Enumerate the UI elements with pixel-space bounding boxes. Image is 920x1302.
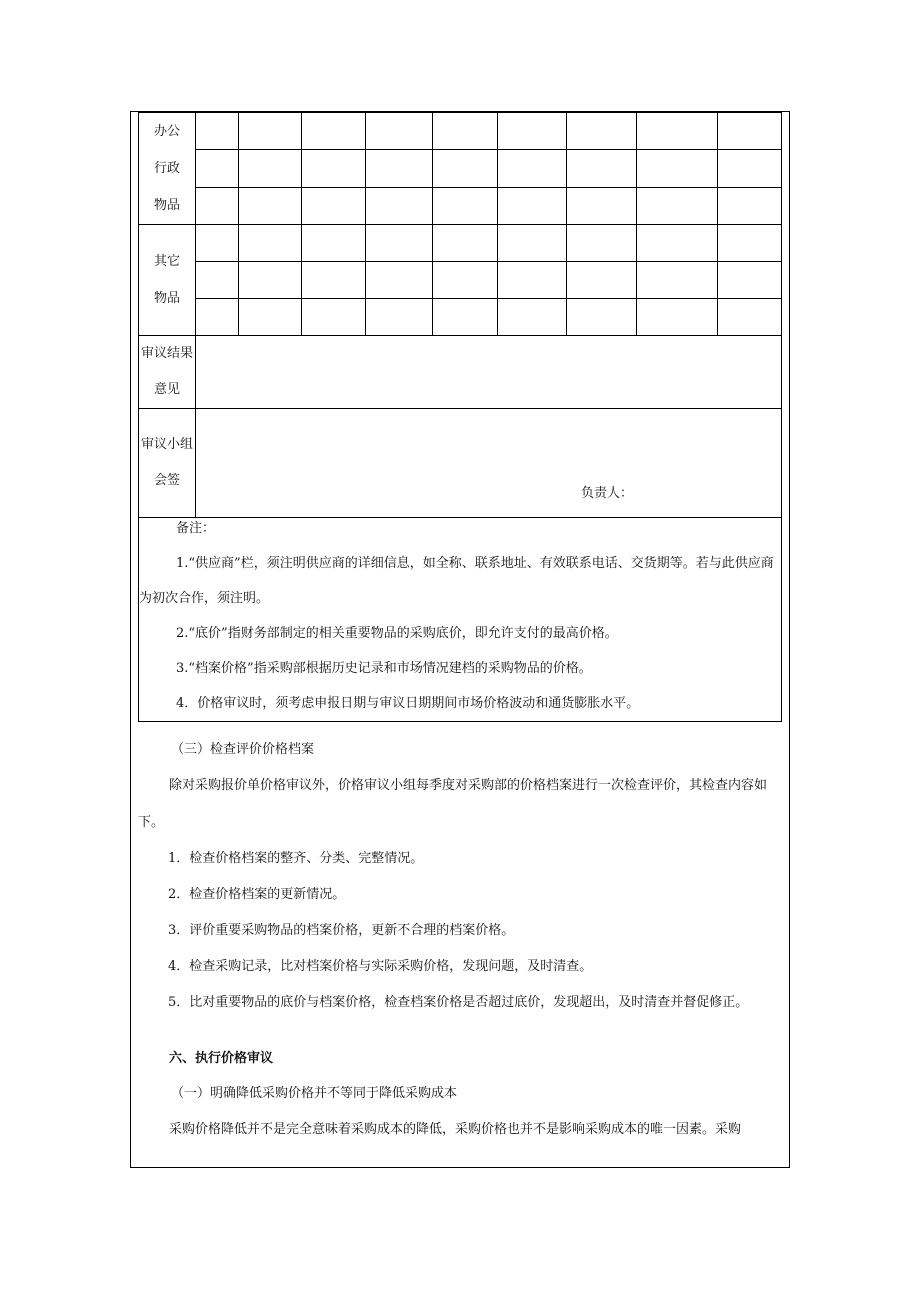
table-cell[interactable] — [433, 150, 498, 187]
table-cell[interactable] — [196, 225, 239, 262]
table-cell[interactable] — [498, 262, 567, 299]
table-cell[interactable] — [498, 299, 567, 336]
table-cell[interactable] — [433, 225, 498, 262]
table-cell[interactable] — [302, 187, 366, 224]
table-cell[interactable] — [239, 299, 302, 336]
price-review-table — [138, 112, 782, 722]
table-cell[interactable] — [302, 299, 366, 336]
table-cell[interactable] — [366, 187, 433, 224]
table-cell[interactable] — [637, 150, 718, 187]
notes-cell — [139, 518, 782, 722]
table-cell[interactable] — [567, 187, 637, 224]
table-cell[interactable] — [498, 150, 567, 187]
table-cell[interactable] — [567, 113, 637, 150]
table-cell[interactable] — [637, 225, 718, 262]
table-cell[interactable] — [239, 150, 302, 187]
table-cell[interactable] — [498, 187, 567, 224]
table-cell[interactable] — [196, 113, 239, 150]
table-cell[interactable] — [718, 299, 782, 336]
category-row — [139, 150, 782, 187]
category-label: 办公 行政 物品 — [139, 113, 196, 225]
notes-heading: 备注： — [176, 521, 216, 536]
section3-item: 5．比对重要物品的底价与档案价格，检查档案价格是否超过底价，发现超出，及时清查并督促修正。 — [168, 995, 749, 1010]
review-group-sign-cell[interactable] — [196, 409, 782, 518]
table-cell[interactable] — [366, 113, 433, 150]
section3-item: 3．评价重要采购物品的档案价格，更新不合理的档案价格。 — [168, 923, 515, 938]
section3-intro: 除对采购报价单价格审议外，价格审议小组每季度对采购部的价格档案进行一次检查评价，其检查内容如下。 — [138, 778, 768, 830]
table-cell[interactable] — [718, 225, 782, 262]
table-cell[interactable] — [239, 262, 302, 299]
table-cell[interactable] — [567, 225, 637, 262]
review-result-label: 审议结果 意见 — [139, 336, 196, 409]
review-result-cell[interactable] — [196, 336, 782, 409]
table-cell[interactable] — [637, 299, 718, 336]
table-cell[interactable] — [637, 113, 718, 150]
table-cell[interactable] — [567, 262, 637, 299]
note-item: 3.“档案价格”指采购部根据历史记录和市场情况建档的采购物品的价格。 — [176, 661, 592, 676]
table-cell[interactable] — [196, 187, 239, 224]
table-cell[interactable] — [239, 187, 302, 224]
section6-heading: 六、执行价格审议 — [169, 1051, 274, 1066]
category-rows — [139, 113, 782, 336]
section3-heading: （三）检查评价价格档案 — [171, 742, 315, 757]
table-cell[interactable] — [567, 150, 637, 187]
table-cell[interactable] — [196, 299, 239, 336]
signer-label: 负责人： — [581, 486, 634, 501]
table-cell[interactable] — [366, 225, 433, 262]
category-label: 其它 物品 — [139, 225, 196, 336]
category-row — [139, 299, 782, 336]
table-cell[interactable] — [366, 262, 433, 299]
category-row — [139, 187, 782, 224]
table-cell[interactable] — [196, 150, 239, 187]
table-cell[interactable] — [302, 113, 366, 150]
table-cell[interactable] — [433, 262, 498, 299]
section3-item: 4．检查采购记录，比对档案价格与实际采购价格，发现问题，及时清查。 — [168, 959, 593, 974]
table-cell[interactable] — [239, 113, 302, 150]
section3-item: 2．检查价格档案的更新情况。 — [168, 887, 346, 902]
section6-subheading: （一）明确降低采购价格并不等同于降低采购成本 — [171, 1086, 458, 1101]
note-item: 4．价格审议时，须考虑申报日期与审议日期期间市场价格波动和通货膨胀水平。 — [176, 696, 640, 711]
table-cell[interactable] — [433, 113, 498, 150]
table-cell[interactable] — [637, 187, 718, 224]
note-item: 2.“底价”指财务部制定的相关重要物品的采购底价，即允许支付的最高价格。 — [176, 626, 618, 641]
note-item: 1.“供应商”栏，须注明供应商的详细信息，如全称、联系地址、有效联系电话、交货期等。若与此供应商为初次合作，须注明。 — [139, 556, 774, 606]
section3-item: 1．检查价格档案的整齐、分类、完整情况。 — [168, 851, 424, 866]
category-row — [139, 113, 782, 150]
table-cell[interactable] — [718, 262, 782, 299]
table-cell[interactable] — [433, 187, 498, 224]
table-cell[interactable] — [498, 225, 567, 262]
table-cell[interactable] — [366, 299, 433, 336]
table-cell[interactable] — [718, 113, 782, 150]
table-cell[interactable] — [302, 150, 366, 187]
table-cell[interactable] — [498, 113, 567, 150]
table-cell[interactable] — [366, 150, 433, 187]
table-cell[interactable] — [302, 225, 366, 262]
section6-paragraph: 采购价格降低并不是完全意味着采购成本的降低，采购价格也并不是影响采购成本的唯一因素。采购 — [169, 1122, 742, 1137]
table-cell[interactable] — [718, 187, 782, 224]
table-cell[interactable] — [433, 299, 498, 336]
table-cell[interactable] — [718, 150, 782, 187]
table-cell[interactable] — [302, 262, 366, 299]
table-cell[interactable] — [637, 262, 718, 299]
review-group-label: 审议小组 会签 — [139, 409, 196, 518]
document-body — [138, 733, 788, 1148]
category-row — [139, 262, 782, 299]
table-cell[interactable] — [196, 262, 239, 299]
category-row — [139, 225, 782, 262]
table-cell[interactable] — [567, 299, 637, 336]
table-cell[interactable] — [239, 225, 302, 262]
